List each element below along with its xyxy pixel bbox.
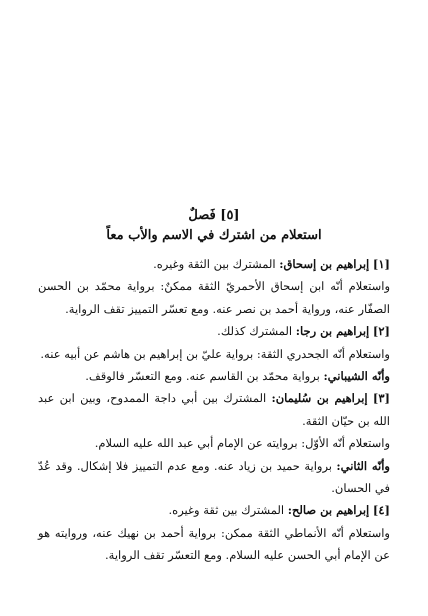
- section-title: استعلام من اشترك في الاسم والأب معاً: [106, 228, 322, 243]
- entry-description: المشترك كذلك.: [217, 324, 296, 339]
- entry-paragraph: [38, 432, 390, 454]
- entry-description: المشترك بين ثقة وغيره.: [168, 503, 288, 518]
- entry-paragraph-lead: وأنّه الثاني:: [336, 458, 390, 473]
- entry-paragraph: [38, 343, 390, 365]
- entry-heading: [38, 320, 390, 342]
- entry-name: إبراهيم بن رجا:: [295, 324, 370, 339]
- entry-paragraph-text: برواية حميد بن زياد عنه. ومع عدم التمييز فلا إشكال. وقد عُدّ في الحسان.: [38, 458, 390, 496]
- entry-3: [38, 387, 390, 499]
- entry-number: [٣]: [372, 391, 390, 406]
- entry-paragraph: [38, 522, 390, 567]
- section-heading: [٥] فَصلٌ: [188, 208, 240, 223]
- entry-description: المشترك بين أبي داجة الممدوح، وبين ابن عبد الله بن حيّان الثقة.: [38, 391, 390, 428]
- entry-paragraph: [38, 275, 390, 320]
- entry-paragraph-text: واستعلام أنّه الأوّل: بروايته عن الإمام أبي عبد الله عليه السلام.: [94, 436, 390, 451]
- entry-paragraph: [38, 455, 390, 500]
- entry-name: إبراهيم بن سُليمان:: [271, 391, 368, 406]
- entry-paragraph-text: واستعلام أنّه ابن إسحاق الأحمريّ الثقة ممكنٌ: برواية محمّد بن الحسن الصفّار عنه، ورواية أحمد بن نصر عنه. ومع تعسّر التمييز تقف الرواية.: [38, 279, 390, 316]
- page-text: [38, 207, 390, 567]
- entry-heading: [38, 253, 390, 275]
- entry-number: [١]: [372, 257, 390, 271]
- entry-paragraph-lead: وأنّه الشيباني:: [323, 369, 390, 384]
- entry-number: [٤]: [372, 503, 390, 518]
- entry-heading: [38, 499, 390, 521]
- entry-1: [38, 253, 390, 320]
- entry-heading: [38, 387, 390, 432]
- entry-paragraph: [38, 365, 390, 387]
- entry-name: إبراهيم بن صالح:: [287, 503, 370, 518]
- entry-paragraph-text: برواية محمّد بن القاسم عنه. ومع التعسّر فالوقف.: [85, 369, 324, 384]
- entry-2: [38, 320, 390, 387]
- entry-paragraph-text: واستعلام أنّه الأنماطي الثقة ممكن: برواية أحمد بن نهيك عنه، وروايته هو عن الإمام أبي الحسن عليه السلام. ومع التعسّر تقف الرواية.: [38, 525, 390, 563]
- entry-paragraph-text: واستعلام أنّه الجحدري الثقة: برواية عليّ بن إبراهيم بن هاشم عن أبيه عنه.: [40, 346, 390, 361]
- entry-4: [38, 499, 390, 566]
- entry-number: [٢]: [372, 324, 390, 339]
- entry-description: المشترك بين الثقة وغيره.: [153, 257, 280, 271]
- entry-name: إبراهيم بن إسحاق:: [279, 257, 370, 271]
